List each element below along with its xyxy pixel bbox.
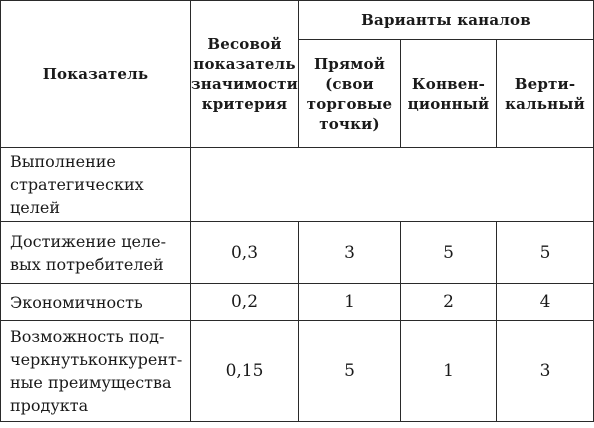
table-row-4-conventional bbox=[401, 321, 496, 421]
row-4-vertical-text: 3 bbox=[539, 361, 551, 381]
header-vertical bbox=[497, 40, 593, 147]
row-2-indicator-text: Достижение целе- вых потребителей bbox=[10, 231, 166, 274]
row-4-indicator-text: Возможность под- черкнутьконкурент- ные преимущества продукта bbox=[10, 327, 183, 415]
table-row-2-weight bbox=[191, 222, 298, 283]
header-conventional bbox=[401, 40, 496, 147]
header-conventional-text: Конвен- ционный bbox=[407, 74, 490, 113]
header-variants-text: Варианты каналов bbox=[361, 11, 531, 29]
row-2-weight-text: 0,3 bbox=[230, 242, 259, 263]
header-vertical-text: Верти- кальный bbox=[505, 74, 585, 113]
header-direct bbox=[299, 40, 400, 147]
rule-bottom bbox=[0, 421, 594, 422]
row-3-indicator-text: Экономичность bbox=[10, 292, 143, 312]
row-2-direct-text: 3 bbox=[344, 242, 355, 263]
header-direct-text: Прямой (свои торговые точки) bbox=[306, 54, 393, 133]
row-3-weight-text: 0,2 bbox=[230, 292, 259, 312]
table-row-3-conventional bbox=[401, 284, 496, 320]
header-weight-text: Весовой показатель значимости критерия bbox=[191, 35, 298, 113]
row-4-direct-text: 5 bbox=[344, 361, 355, 381]
table-row-4-vertical bbox=[497, 321, 593, 421]
row-3-direct-text: 1 bbox=[344, 292, 355, 312]
row-2-conventional-text: 5 bbox=[443, 242, 454, 263]
table-row-3-indicator bbox=[1, 284, 190, 320]
table-row-2-indicator bbox=[1, 222, 190, 283]
row-4-conventional-text: 1 bbox=[443, 361, 454, 381]
table-row-2-conventional bbox=[401, 222, 496, 283]
table-row-4-direct bbox=[299, 321, 400, 421]
header-variants bbox=[299, 1, 593, 39]
table-row-3-direct bbox=[299, 284, 400, 320]
header-weight bbox=[191, 1, 298, 147]
table-row-3-weight bbox=[191, 284, 298, 320]
table-row-2-vertical bbox=[497, 222, 593, 283]
table-row-4-weight bbox=[191, 321, 298, 421]
row-3-vertical-text: 4 bbox=[539, 292, 551, 312]
table-row-4-indicator bbox=[1, 321, 190, 421]
header-indicator-text: Показатель bbox=[42, 65, 149, 83]
row-1-indicator-text: Выполнение стратегических целей bbox=[10, 152, 144, 217]
table-row-3-vertical bbox=[497, 284, 593, 320]
header-indicator bbox=[1, 1, 190, 147]
row-3-conventional-text: 2 bbox=[443, 292, 454, 312]
row-2-vertical-text: 5 bbox=[539, 242, 551, 263]
row-4-weight-text: 0,15 bbox=[225, 361, 264, 381]
table-row-1-indicator bbox=[1, 148, 190, 221]
table-row-2-direct bbox=[299, 222, 400, 283]
